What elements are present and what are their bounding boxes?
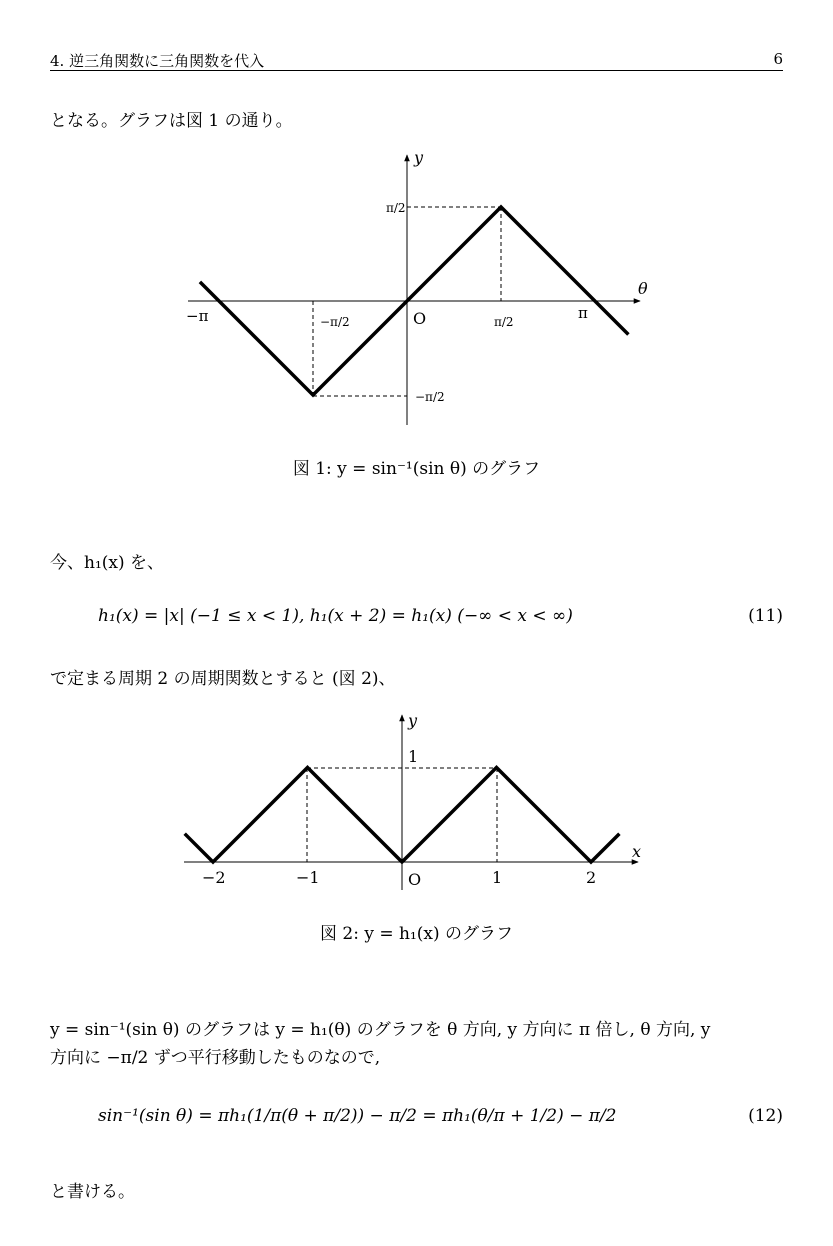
paragraph-transform-line1: y = sin⁻¹(sin θ) のグラフは y = h₁(θ) のグラフを θ 方向, y 方向に π 倍し, θ 方向, y	[50, 1020, 711, 1040]
tick-label-half-pi-x: π/2	[494, 315, 514, 329]
paragraph-graph-intro: となる。グラフは図 1 の通り。	[50, 111, 293, 131]
equation-11-number: (11)	[748, 606, 783, 626]
figure-1-caption: 図 1: y = sin⁻¹(sin θ) のグラフ	[292, 459, 541, 479]
figure-2-caption: 図 2: y = h₁(x) のグラフ	[319, 924, 514, 944]
tick-label-y-1: 1	[408, 747, 419, 766]
page-number: 6	[773, 50, 783, 68]
origin-label: O	[408, 870, 422, 889]
tick-label-x-2: 2	[586, 868, 597, 887]
tick-label-neg-half-pi-x: −π/2	[320, 315, 350, 329]
tick-label-neg-half-pi-y: −π/2	[415, 390, 445, 404]
paragraph-periodic: で定まる周期 2 の周期関数とすると (図 2)、	[50, 669, 396, 689]
tick-label-x-neg2: −2	[202, 868, 226, 887]
y-axis-label: y	[414, 148, 424, 167]
paragraph-conclusion: と書ける。	[50, 1182, 135, 1202]
equation-12: sin⁻¹(sin θ) = πh₁(1/π(θ + π/2)) − π/2 = πh₁(θ/π + 1/2) − π/2	[98, 1106, 617, 1126]
paragraph-transform-line2: 方向に −π/2 ずつ平行移動したものなので,	[50, 1048, 381, 1068]
tick-label-x-neg1: −1	[296, 868, 320, 887]
figure-2-graph	[0, 705, 833, 900]
x-axis-label: x	[632, 842, 642, 861]
header-rule	[50, 70, 783, 71]
tick-label-half-pi-y: π/2	[386, 201, 406, 215]
y-axis-label: y	[408, 711, 418, 730]
tick-label-x-1: 1	[492, 868, 503, 887]
origin-label: O	[413, 309, 427, 328]
paragraph-define-h1: 今、h₁(x) を、	[50, 553, 165, 573]
tick-label-pi: π	[578, 304, 588, 322]
tick-label-neg-pi: −π	[186, 307, 209, 325]
running-header-title: 4. 逆三角関数に三角関数を代入	[50, 52, 265, 70]
equation-12-number: (12)	[748, 1106, 783, 1126]
equation-11: h₁(x) = |x| (−1 ≤ x < 1), h₁(x + 2) = h₁(x) (−∞ < x < ∞)	[98, 606, 573, 626]
x-axis-label: θ	[638, 279, 648, 298]
figure-1-graph	[0, 140, 833, 440]
